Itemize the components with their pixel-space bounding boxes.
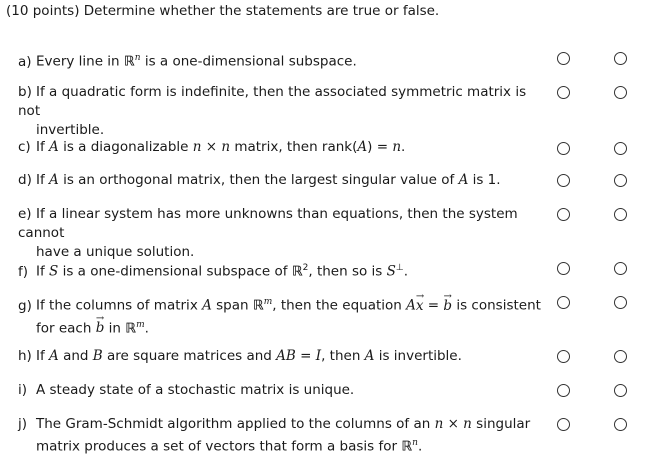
math-vec-x: → x [416, 297, 424, 316]
question-text: If [36, 139, 50, 155]
option-true-a[interactable] [557, 52, 570, 65]
question-letter: g) [18, 297, 32, 314]
question-text-cont: have a unique solution. [36, 244, 195, 260]
math-I: I [315, 348, 322, 364]
question-text-cont: in [104, 320, 126, 336]
problem-title: (10 points) Determine whether the statements are true or false. [6, 3, 440, 19]
question-text: Every line in [36, 53, 124, 70]
question-i [18, 381, 546, 400]
option-false-d[interactable] [614, 174, 627, 187]
option-true-i[interactable] [557, 384, 570, 397]
option-true-h[interactable] [557, 350, 570, 363]
option-false-i[interactable] [614, 384, 627, 397]
math-R: ℝ [252, 297, 264, 314]
math-B: B [92, 348, 103, 364]
question-text: is an orthogonal matrix, then the largest singular value of [58, 172, 459, 188]
option-false-j[interactable] [614, 418, 627, 431]
question-e [18, 205, 546, 262]
option-true-b[interactable] [557, 86, 570, 99]
question-text: , then [321, 348, 365, 364]
question-text: If a linear system has more unknowns than equations, then the system cannot [18, 206, 518, 241]
math-eq: = [423, 297, 444, 314]
question-letter: j) [18, 416, 28, 432]
option-false-g[interactable] [614, 296, 627, 309]
math-sup: m [136, 319, 145, 330]
option-false-e[interactable] [614, 208, 627, 221]
option-false-b[interactable] [614, 86, 627, 99]
math-vec-b: → b [96, 319, 105, 338]
question-text: and [58, 348, 93, 364]
question-text: is a one-dimensional subspace of [58, 263, 292, 280]
option-false-a[interactable] [614, 52, 627, 65]
question-text: ) = [367, 139, 393, 155]
math-sup: n [134, 53, 141, 63]
math-perp: ⊥ [395, 263, 404, 273]
question-f [18, 259, 546, 282]
math-A: A [49, 172, 59, 188]
math-R: ℝ [125, 320, 137, 336]
option-false-f[interactable] [614, 262, 627, 275]
question-text: . [403, 263, 409, 280]
question-b [18, 83, 546, 140]
question-text: , then so is [308, 263, 387, 280]
question-letter: d) [18, 172, 32, 188]
question-letter: i) [18, 382, 28, 398]
option-true-d[interactable] [557, 174, 570, 187]
question-text: is invertible. [374, 348, 462, 364]
question-text: If [36, 172, 50, 188]
math-A: A [357, 139, 368, 155]
math-A: A [49, 139, 59, 155]
question-text: , then the equation [272, 297, 407, 314]
option-true-j[interactable] [557, 418, 570, 431]
math-nxn: n × n [434, 416, 472, 432]
question-text: If the columns of matrix [36, 297, 203, 314]
question-text: If [36, 348, 50, 364]
math-S: S [49, 263, 59, 280]
question-text: If a quadratic form is indefinite, then the associated symmetric matrix is not [18, 84, 527, 119]
question-text-cont: invertible. [36, 122, 105, 138]
math-R: ℝ [291, 263, 303, 280]
question-text-cont: for each [36, 320, 96, 336]
math-A: A [202, 297, 212, 314]
option-true-f[interactable] [557, 262, 570, 275]
math-R: ℝ [123, 53, 135, 70]
math-sup: n [412, 438, 418, 448]
question-letter: f) [18, 263, 29, 280]
question-g [18, 293, 546, 338]
question-text: matrix, then rank( [230, 139, 358, 155]
math-R: ℝ [401, 438, 413, 455]
math-S: S [386, 263, 396, 280]
question-text-cont: matrix produces a set of vectors that form a basis for [36, 438, 402, 455]
math-nxn: n × n [192, 139, 231, 155]
question-a [18, 49, 546, 72]
math-vec-b: → b [443, 297, 452, 316]
option-true-g[interactable] [557, 296, 570, 309]
math-n: n [392, 139, 402, 155]
question-text-cont: . [417, 438, 423, 455]
math-A: A [49, 348, 59, 364]
question-text: singular [471, 416, 531, 432]
question-text: The Gram-Schmidt algorithm applied to the columns of an [36, 416, 435, 432]
question-text: is a diagonalizable [58, 139, 193, 155]
math-A: A [364, 348, 375, 364]
math-sup: 2 [302, 263, 309, 273]
question-text: is 1. [468, 172, 501, 188]
question-letter: a) [18, 53, 32, 70]
question-text: is a one-dimensional subspace. [140, 53, 357, 70]
question-text: span [211, 297, 253, 314]
option-true-c[interactable] [557, 142, 570, 155]
question-letter: c) [18, 139, 31, 155]
math-AB: AB [276, 348, 296, 364]
math-A: A [458, 172, 469, 188]
option-false-h[interactable] [614, 350, 627, 363]
question-text: . [401, 139, 406, 155]
math-eq: = [295, 348, 316, 364]
question-h [18, 347, 546, 366]
question-letter: b) [18, 84, 32, 100]
option-true-e[interactable] [557, 208, 570, 221]
math-sup: m [263, 297, 273, 307]
question-text: are square matrices and [102, 348, 277, 364]
question-letter: e) [18, 206, 32, 222]
question-c [18, 138, 546, 157]
option-false-c[interactable] [614, 142, 627, 155]
question-text: is consistent [452, 297, 541, 314]
question-text: If [36, 263, 50, 280]
question-text-cont: . [144, 320, 149, 336]
question-text: A steady state of a stochastic matrix is unique. [36, 382, 355, 398]
question-letter: h) [18, 348, 32, 364]
question-j [18, 415, 546, 457]
question-d [18, 171, 546, 190]
math-A: A [406, 297, 416, 314]
